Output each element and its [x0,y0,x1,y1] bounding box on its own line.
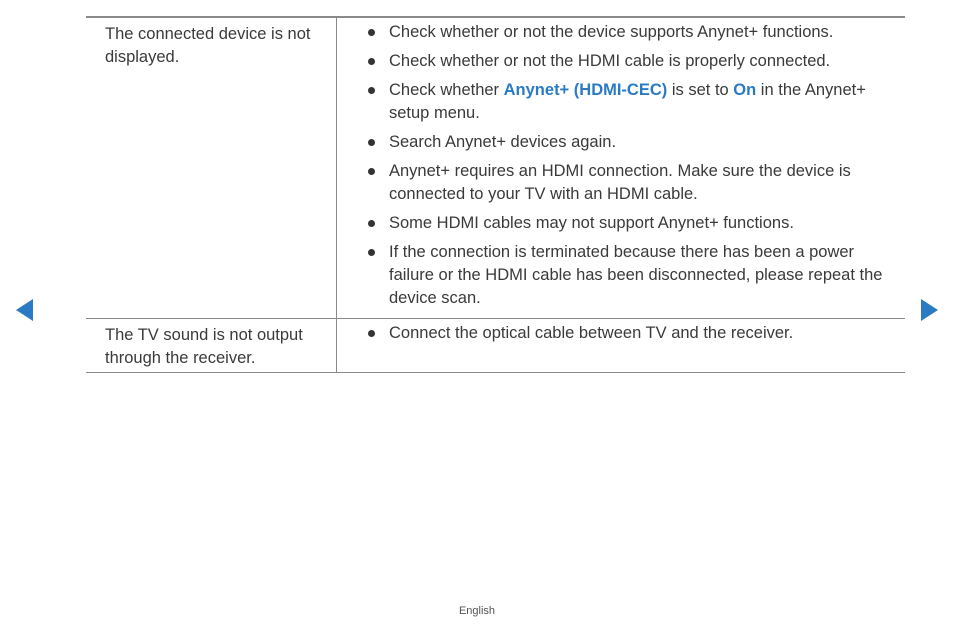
list-item: Check whether or not the device supports Anynet+ functions. [337,21,895,44]
bullet-icon [368,58,375,65]
bullet-icon [368,220,375,227]
solution-cell [337,18,905,318]
list-item: Check whether or not the HDMI cable is properly connected. [337,50,895,73]
problem-cell: The TV sound is not output through the receiver. [86,319,337,372]
table-row [86,18,905,319]
bullet-icon [368,330,375,337]
table-row [86,319,905,373]
list-item: Check whether Anynet+ (HDMI-CEC) is set to On in the Anynet+ setup menu. [337,79,895,125]
setting-value-highlight: On [733,81,757,99]
solution-cell [337,319,905,372]
troubleshooting-table [86,16,905,373]
list-item: Search Anynet+ devices again. [337,131,895,154]
bullet-icon [368,249,375,256]
bullet-icon [368,29,375,36]
menu-name-highlight: Anynet+ (HDMI-CEC) [503,81,668,99]
next-page-button[interactable] [921,299,938,321]
list-item: If the connection is terminated because there has been a power failure or the HDMI cable has been disconnected, please repeat the device scan. [337,241,895,310]
list-item: Anynet+ requires an HDMI connection. Make sure the device is connected to your TV with an HDMI cable. [337,160,895,206]
list-item: Connect the optical cable between TV and the receiver. [337,322,895,345]
list-item: Some HDMI cables may not support Anynet+ functions. [337,212,895,235]
bullet-icon [368,139,375,146]
problem-cell: The connected device is not displayed. [86,18,337,318]
previous-page-button[interactable] [16,299,33,321]
footer-language: English [458,605,496,617]
bullet-icon [368,87,375,94]
bullet-icon [368,168,375,175]
